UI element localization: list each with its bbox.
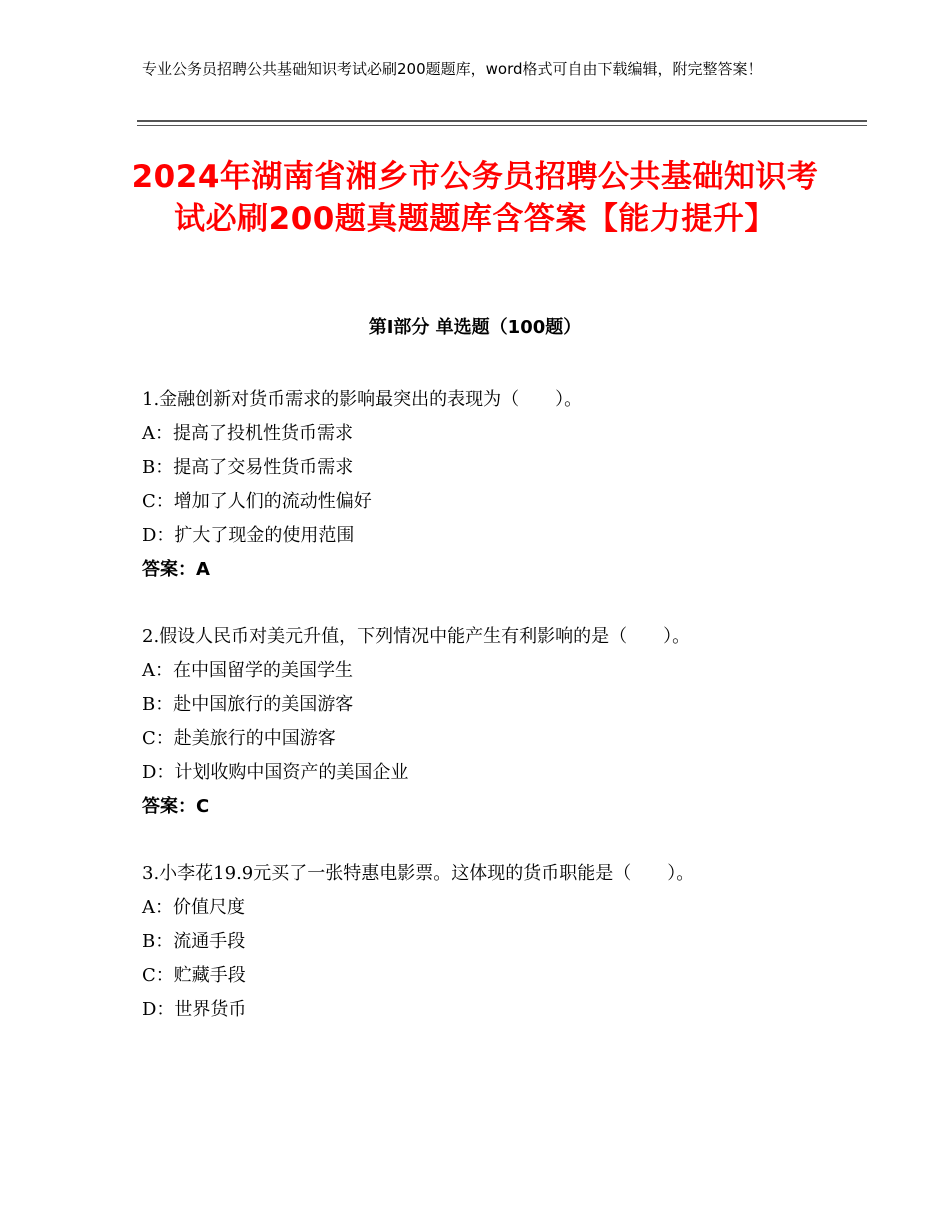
option-d: D：计划收购中国资产的美国企业 bbox=[142, 762, 409, 783]
header-divider bbox=[137, 120, 867, 126]
document-title: 2024年湖南省湘乡市公务员招聘公共基础知识考试必刷200题真题题库含答案【能力提升】 bbox=[131, 159, 819, 237]
question-stem: 2.假设人民币对美元升值，下列情况中能产生有利影响的是（ ）。 bbox=[142, 626, 691, 647]
option-b: B：流通手段 bbox=[142, 931, 246, 952]
option-c: C：赴美旅行的中国游客 bbox=[142, 728, 336, 749]
option-d: D：扩大了现金的使用范围 bbox=[142, 525, 355, 546]
question-3 bbox=[142, 857, 822, 1027]
option-d: D：世界货币 bbox=[142, 999, 247, 1020]
answer-label: 答案：C bbox=[142, 796, 210, 817]
option-a: A：在中国留学的美国学生 bbox=[142, 660, 353, 681]
question-stem: 1.金融创新对货币需求的影响最突出的表现为（ ）。 bbox=[142, 389, 583, 410]
section-heading: 第Ⅰ部分 单选题（100题） bbox=[368, 317, 582, 338]
question-2 bbox=[142, 620, 822, 824]
option-a: A：价值尺度 bbox=[142, 897, 245, 918]
option-b: B：提高了交易性货币需求 bbox=[142, 457, 354, 478]
option-c: C：贮藏手段 bbox=[142, 965, 246, 986]
option-b: B：赴中国旅行的美国游客 bbox=[142, 694, 354, 715]
answer-label: 答案：A bbox=[142, 559, 210, 580]
question-list bbox=[142, 383, 822, 1060]
option-c: C：增加了人们的流动性偏好 bbox=[142, 491, 372, 512]
header-note: 专业公务员招聘公共基础知识考试必刷200题题库，word格式可自由下载编辑，附完整答案！ bbox=[142, 60, 763, 78]
question-stem: 3.小李花19.9元买了一张特惠电影票。这体现的货币职能是（ ）。 bbox=[142, 863, 695, 884]
option-a: A：提高了投机性货币需求 bbox=[142, 423, 353, 444]
question-1 bbox=[142, 383, 822, 587]
